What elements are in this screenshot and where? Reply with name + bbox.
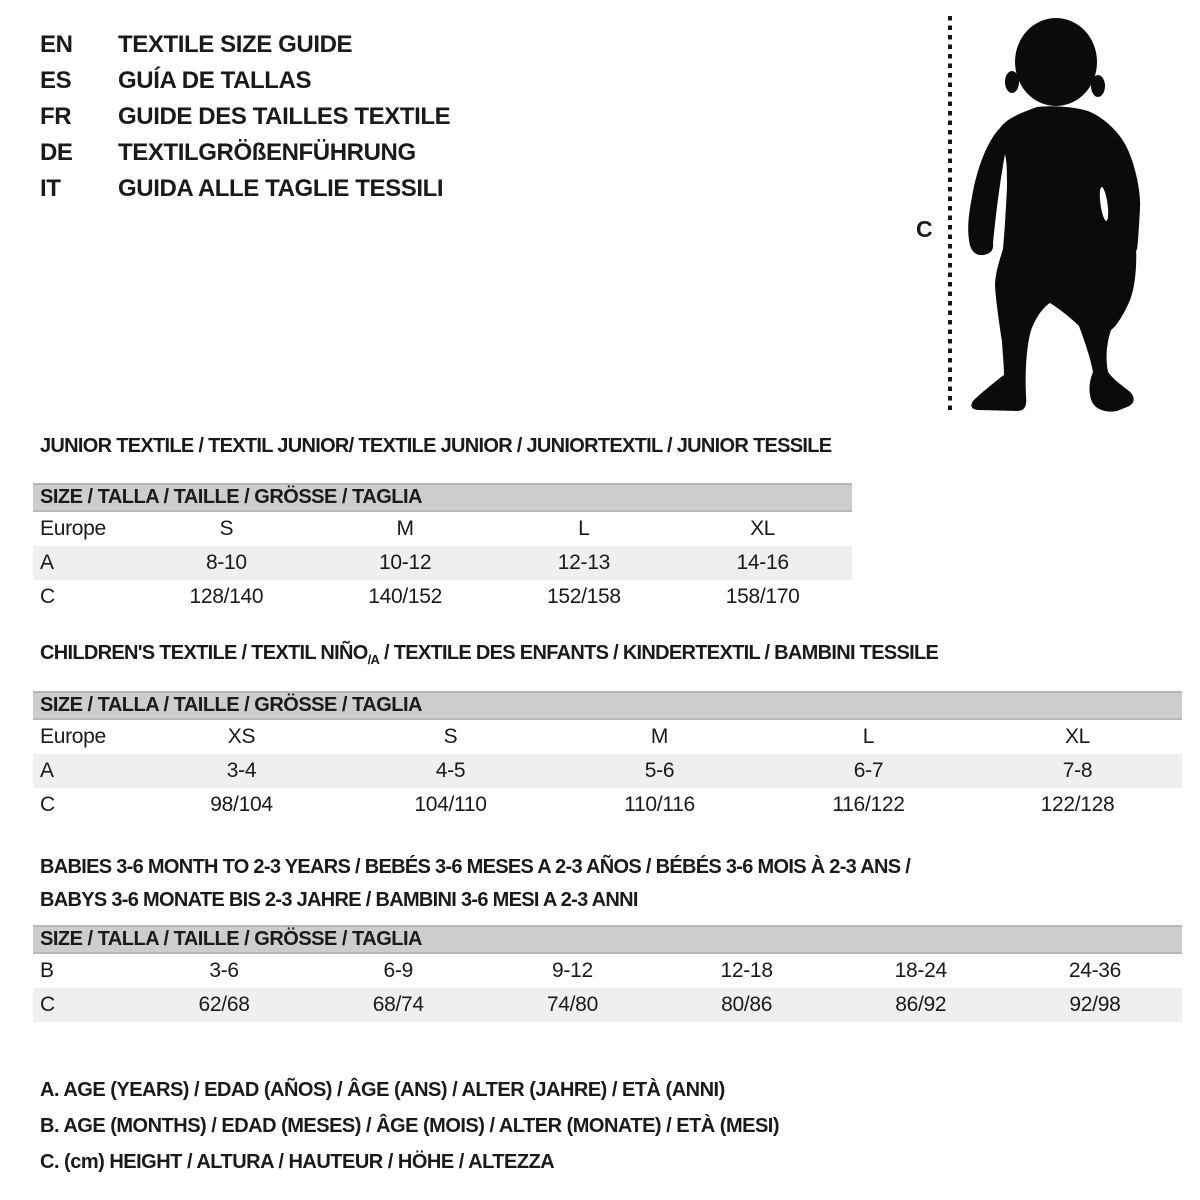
size-cell: 3-4 <box>226 759 257 782</box>
language-row <box>40 27 450 63</box>
size-header-bar: SIZE / TALLA / TAILLE / GRÖSSE / TAGLIA <box>33 483 852 512</box>
size-cell: 80/86 <box>721 993 773 1016</box>
table-row-europe <box>33 720 1182 754</box>
size-cell: 8-10 <box>205 551 247 574</box>
size-cell: 18-24 <box>894 959 947 982</box>
language-row <box>40 99 450 135</box>
size-cell: 104/110 <box>414 793 487 816</box>
children-size-table <box>33 691 1182 822</box>
size-cell: 98/104 <box>210 793 273 816</box>
measure-label-c: C <box>916 216 933 242</box>
size-cell: XL <box>1064 725 1091 748</box>
size-cell: 116/122 <box>832 793 905 816</box>
row-label: C <box>40 585 55 608</box>
row-label: Europe <box>40 517 106 540</box>
row-label: C <box>40 993 55 1016</box>
height-measure-dashed-line <box>948 16 952 415</box>
table-row-europe <box>33 512 852 546</box>
size-cell: XL <box>750 517 776 540</box>
size-cell: 122/128 <box>1040 793 1115 816</box>
language-row <box>40 63 450 99</box>
size-header-bar: SIZE / TALLA / TAILLE / GRÖSSE / TAGLIA <box>33 925 1182 954</box>
children-heading-prefix: CHILDREN'S TEXTILE / TEXTIL NIÑO <box>40 642 368 664</box>
language-row <box>40 135 450 171</box>
size-cell: 74/80 <box>546 993 598 1016</box>
babies-size-table <box>33 925 1182 1022</box>
size-cell: 24-36 <box>1068 959 1122 982</box>
size-cell: 14-16 <box>736 551 789 574</box>
size-cell: 62/68 <box>198 993 250 1016</box>
language-row <box>40 171 450 207</box>
row-label: A <box>40 759 54 782</box>
babies-heading-line1: BABIES 3-6 MONTH TO 2-3 YEARS / BEBÉS 3-6 MESES A 2-3 AÑOS / BÉBÉS 3-6 MOIS À 2-3 ANS / <box>40 856 911 878</box>
size-cell: 9-12 <box>552 959 593 982</box>
size-cell: 152/158 <box>546 585 621 608</box>
size-cell: 6-9 <box>383 959 413 982</box>
language-title: GUIDA ALLE TAGLIE TESSILI <box>118 175 444 202</box>
size-cell: 4-5 <box>435 759 466 782</box>
children-heading-subscript: /A <box>367 652 380 667</box>
table-row-height <box>33 988 1182 1022</box>
size-cell: XS <box>227 725 256 748</box>
children-heading-suffix: / TEXTILE DES ENFANTS / KINDERTEXTIL / BAMBINI TESSILE <box>379 642 939 664</box>
language-title: GUIDE DES TAILLES TEXTILE <box>118 103 451 130</box>
size-cell: 68/74 <box>372 993 424 1016</box>
size-cell: L <box>862 725 875 748</box>
language-code: EN <box>40 31 73 58</box>
size-header-bar: SIZE / TALLA / TAILLE / GRÖSSE / TAGLIA <box>33 691 1182 720</box>
language-list <box>40 27 450 207</box>
size-cell: 6-7 <box>853 759 884 782</box>
size-cell: 110/116 <box>624 793 695 816</box>
row-label: A <box>40 551 54 574</box>
language-code: IT <box>40 175 61 202</box>
size-cell: 92/98 <box>1069 993 1121 1016</box>
size-cell: 5-6 <box>644 759 675 782</box>
table-row-age-months <box>33 954 1182 988</box>
legend-line-age-months: B. AGE (MONTHS) / EDAD (MESES) / ÂGE (MOIS) / ALTER (MONATE) / ETÀ (MESI) <box>40 1115 780 1137</box>
row-label: C <box>40 793 55 816</box>
size-cell: S <box>443 725 458 748</box>
legend-line-height: C. (cm) HEIGHT / ALTURA / HAUTEUR / HÖHE / ALTEZZA <box>40 1151 555 1173</box>
row-label: B <box>40 959 54 982</box>
table-row-height <box>33 788 1182 822</box>
legend <box>40 1072 779 1180</box>
language-title: TEXTILE SIZE GUIDE <box>118 31 353 58</box>
toddler-silhouette-image <box>955 12 1150 422</box>
size-cell: 10-12 <box>379 551 432 574</box>
language-code: ES <box>40 67 72 94</box>
table-row-age <box>33 546 852 580</box>
table-row-age <box>33 754 1182 788</box>
size-cell: 86/92 <box>895 993 947 1016</box>
children-section-heading <box>40 642 938 665</box>
junior-section-heading: JUNIOR TEXTILE / TEXTIL JUNIOR/ TEXTILE JUNIOR / JUNIORTEXTIL / JUNIOR TESSILE <box>40 435 832 457</box>
size-cell: M <box>396 517 414 540</box>
language-code: FR <box>40 103 72 130</box>
language-title: TEXTILGRÖßENFÜHRUNG <box>118 139 416 166</box>
babies-section-heading <box>40 851 910 917</box>
row-label: Europe <box>40 725 106 748</box>
size-cell: S <box>219 517 234 540</box>
size-cell: 158/170 <box>725 585 800 608</box>
babies-heading-line2: BABYS 3-6 MONATE BIS 2-3 JAHRE / BAMBINI 3-6 MESI A 2-3 ANNI <box>40 889 638 911</box>
size-cell: 140/152 <box>368 585 443 608</box>
size-cell: L <box>578 517 590 540</box>
size-cell: 12-18 <box>720 959 773 982</box>
size-cell: 3-6 <box>209 959 239 982</box>
size-cell: 7-8 <box>1062 759 1093 782</box>
size-cell: M <box>650 725 669 748</box>
legend-line-age-years: A. AGE (YEARS) / EDAD (AÑOS) / ÂGE (ANS) / ALTER (JAHRE) / ETÀ (ANNI) <box>40 1079 725 1101</box>
language-code: DE <box>40 139 73 166</box>
language-title: GUÍA DE TALLAS <box>118 67 312 94</box>
table-row-height <box>33 580 852 614</box>
junior-size-table <box>33 483 852 614</box>
size-cell: 128/140 <box>189 585 264 608</box>
size-cell: 12-13 <box>557 551 610 574</box>
